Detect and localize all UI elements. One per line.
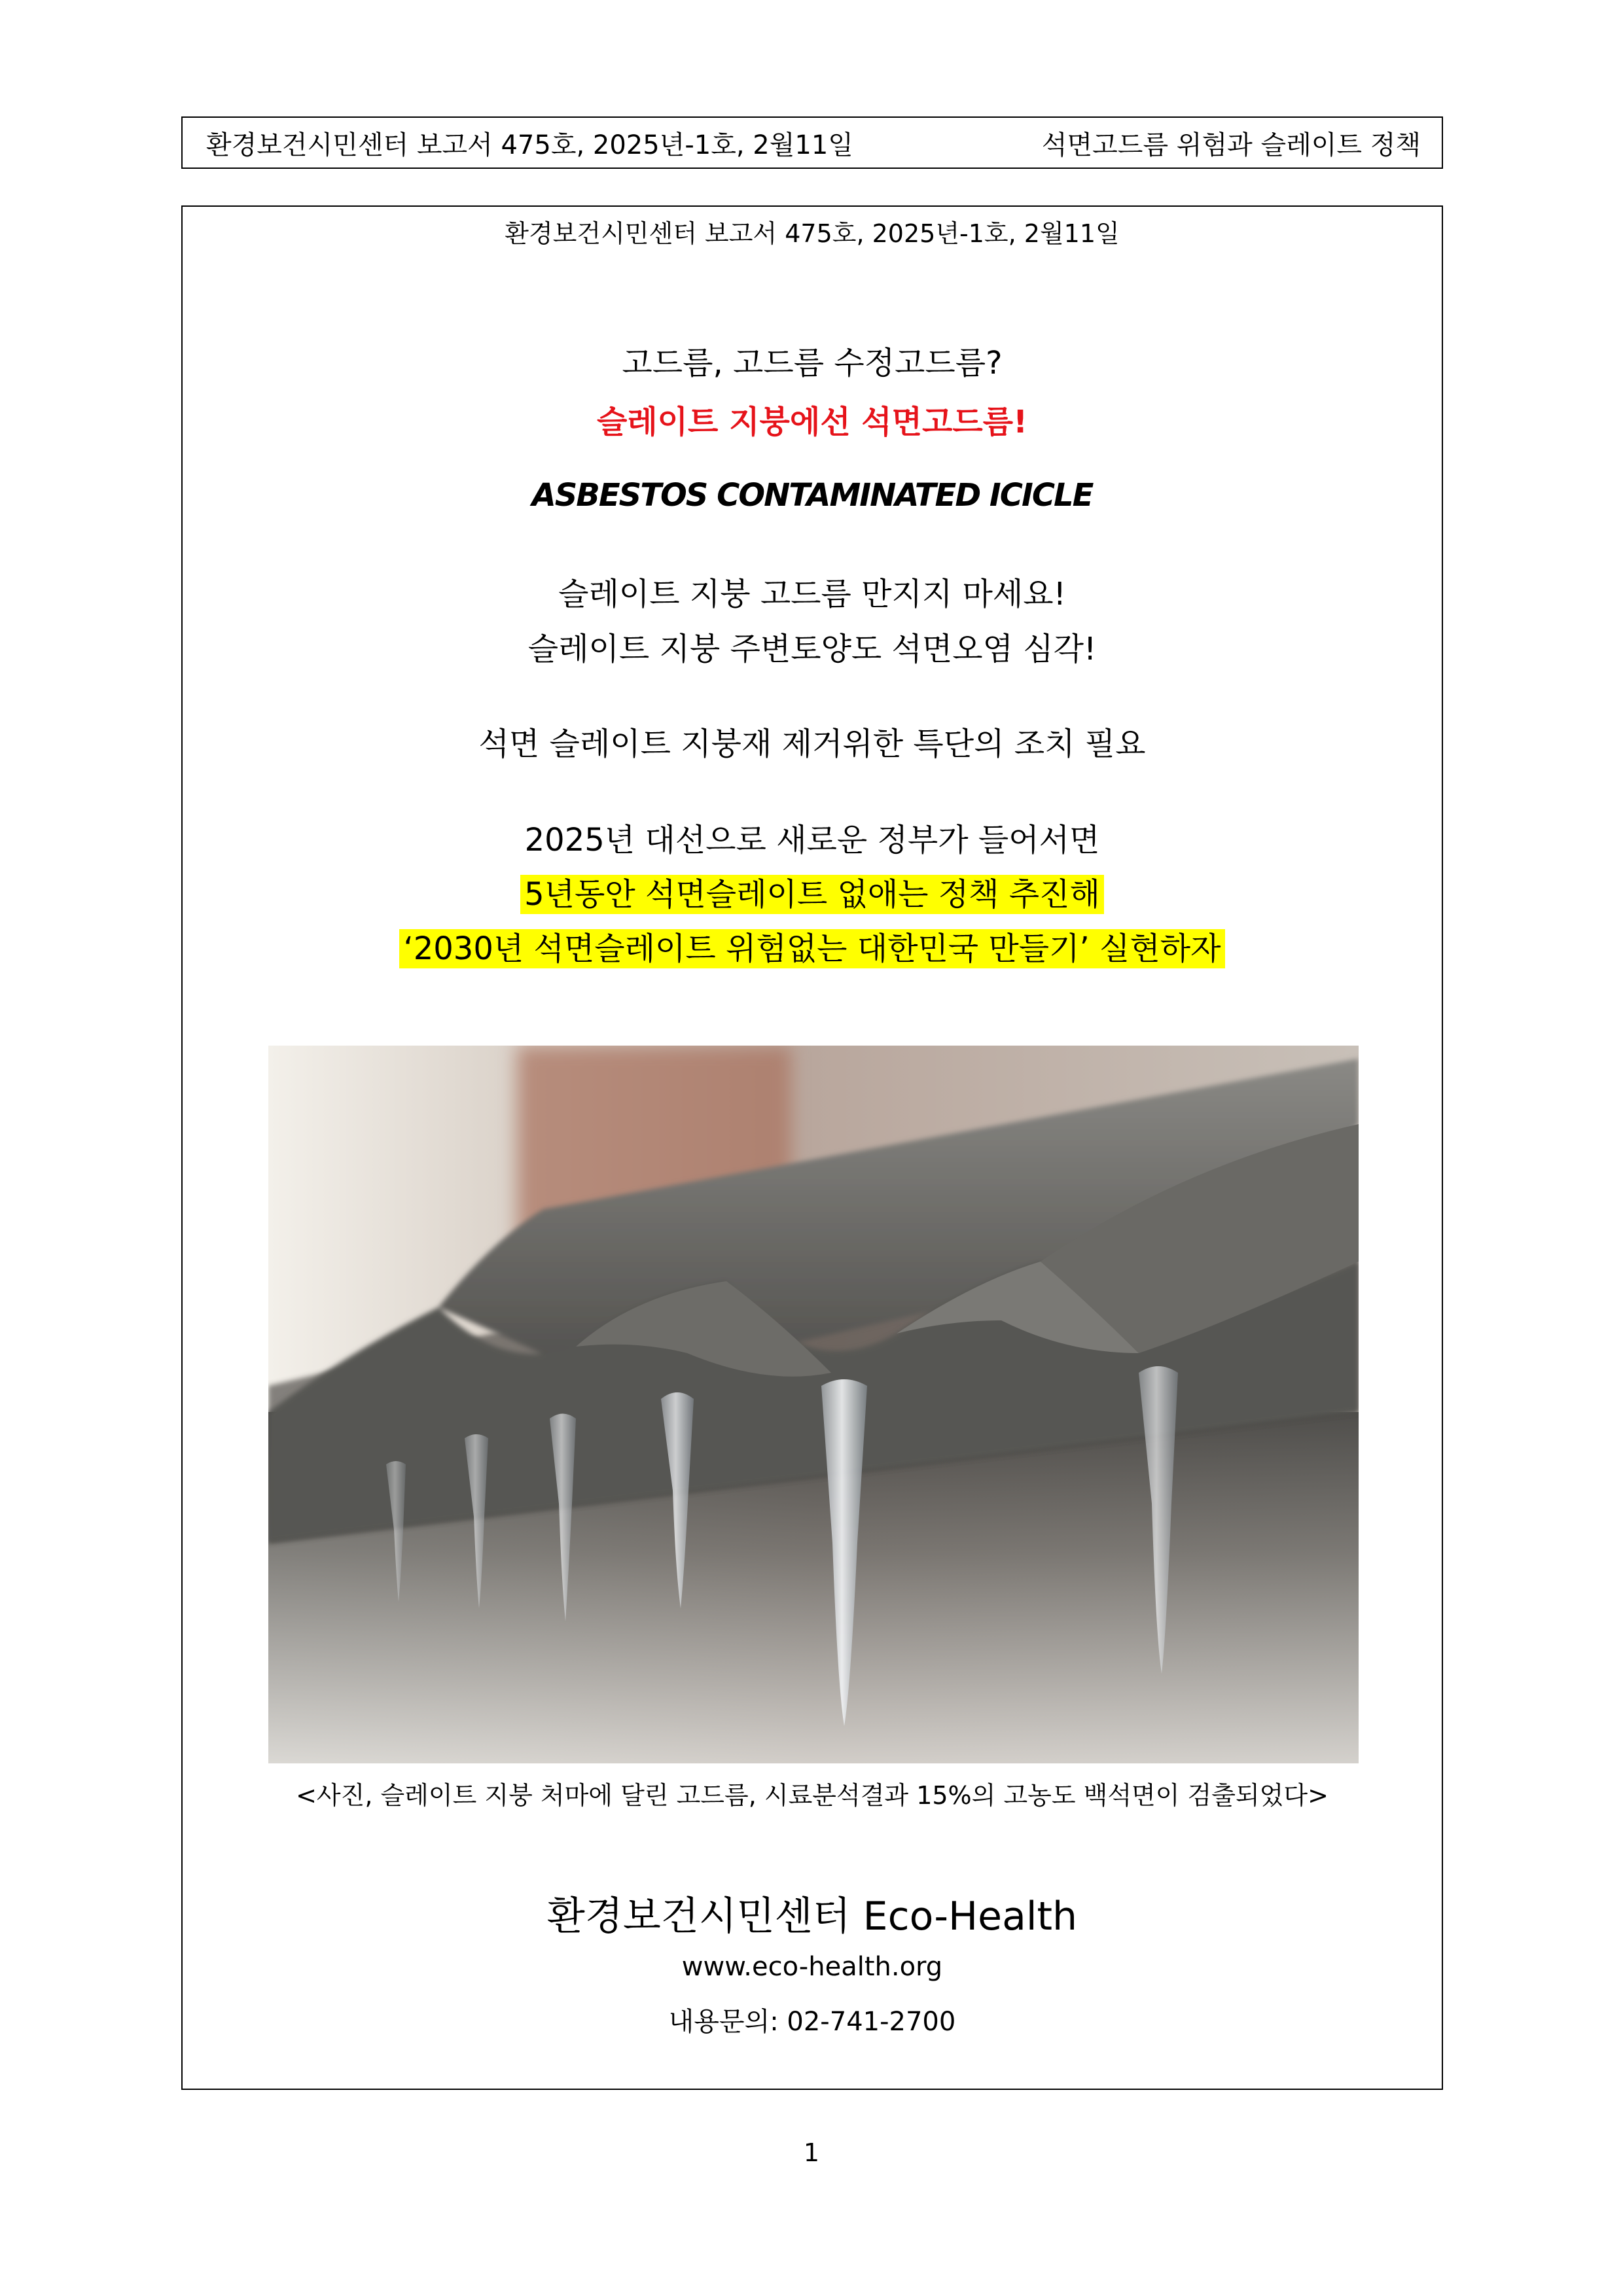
policy-line-1: 2025년 대선으로 새로운 정부가 들어서면: [524, 822, 1100, 858]
organization-name: 환경보건시민센터 Eco-Health: [546, 1894, 1078, 1939]
cover-headline: 슬레이트 지붕에선 석면고드름!: [596, 404, 1028, 440]
header-report-topic: 석면고드름 위험과 슬레이트 정책: [1041, 130, 1421, 160]
page-number: 1: [803, 2138, 820, 2167]
cover-question: 고드름, 고드름 수정고드름?: [622, 345, 1003, 381]
policy-highlight-1: 5년동안 석면슬레이트 없애는 정책 추진해: [520, 875, 1104, 914]
report-cover-frame: [181, 205, 1443, 2090]
website-link[interactable]: www.eco-health.org: [681, 1952, 943, 1982]
slate-roof-icicle-photo: [268, 1046, 1359, 1763]
contact-info: 내용문의: 02-741-2700: [668, 2007, 956, 2037]
english-title: ASBESTOS CONTAMINATED ICICLE: [531, 477, 1093, 514]
cover-report-info: 환경보건시민센터 보고서 475호, 2025년-1호, 2월11일: [505, 219, 1120, 248]
policy-line-2: [183, 869, 1442, 914]
policy-line-3: [183, 923, 1442, 968]
header-report-info: 환경보건시민센터 보고서 475호, 2025년-1호, 2월11일: [206, 130, 853, 160]
policy-highlight-2: ‘2030년 석면슬레이트 위험없는 대한민국 만들기’ 실현하자: [399, 929, 1224, 968]
photo-caption: <사진, 슬레이트 지붕 처마에 달린 고드름, 시료분석결과 15%의 고농도 백석면이 검출되었다>: [296, 1781, 1329, 1810]
action-message: 석면 슬레이트 지붕재 제거위한 특단의 조치 필요: [478, 726, 1146, 762]
running-header: [181, 116, 1443, 169]
warning-message-2: 슬레이트 지붕 주변토양도 석면오염 심각!: [527, 631, 1097, 667]
warning-message-1: 슬레이트 지붕 고드름 만지지 마세요!: [558, 576, 1066, 612]
